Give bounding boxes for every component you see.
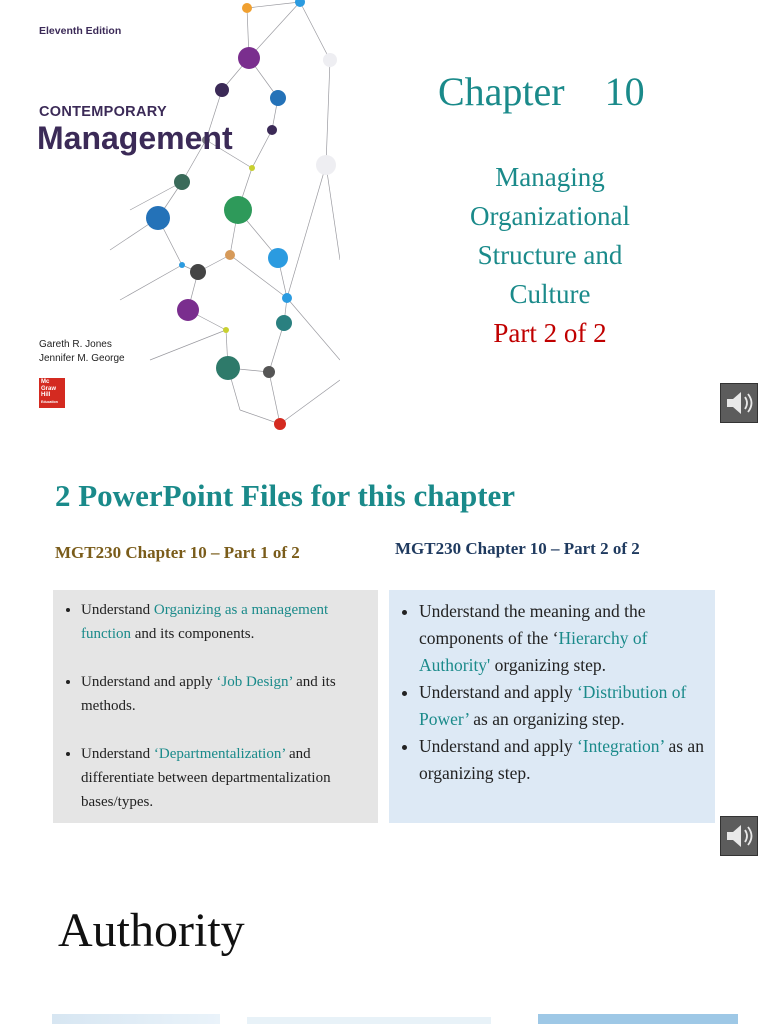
authors bbox=[39, 338, 125, 366]
list-item: • Understand ‘Departmentalization’ and differentiate between departmentalization bases/types. bbox=[81, 742, 370, 814]
list-item: • Understand the meaning and the components of the ‘Hierarchy of Authority' organizing step. bbox=[419, 598, 707, 679]
list-item: • Understand and apply ‘Job Design’ and its methods. bbox=[81, 670, 370, 718]
speaker-icon[interactable] bbox=[720, 816, 758, 856]
author-1: Gareth R. Jones bbox=[39, 339, 112, 350]
part2-objectives bbox=[389, 590, 715, 823]
slide3-image bbox=[247, 1017, 491, 1024]
slide3-title: Authority bbox=[58, 904, 245, 957]
list-item: • Understand and apply ‘Integration’ as an organizing step. bbox=[419, 733, 707, 787]
slide2-title: 2 PowerPoint Files for this chapter bbox=[55, 478, 516, 513]
left-column-heading: MGT230 Chapter 10 – Part 1 of 2 bbox=[55, 543, 300, 562]
slide3-image bbox=[52, 1014, 220, 1024]
speaker-icon[interactable] bbox=[720, 383, 758, 423]
list-item: • Understand Organizing as a management function and its components. bbox=[81, 598, 370, 646]
author-2: Jennifer M. George bbox=[39, 353, 125, 364]
slide3-image bbox=[538, 1014, 738, 1024]
chapter-subtitle: Managing Organizational Structure and Culture Part 2 of 2 bbox=[430, 158, 670, 353]
publisher-logo: Mc Graw Hill Education bbox=[39, 378, 65, 408]
part1-objectives bbox=[53, 590, 378, 823]
list-item: • Understand and apply ‘Distribution of Power’ as an organizing step. bbox=[419, 679, 707, 733]
book-cover bbox=[0, 0, 340, 432]
title-slide bbox=[0, 0, 768, 440]
series-label: CONTEMPORARY bbox=[39, 104, 167, 120]
part-label: Part 2 of 2 bbox=[493, 318, 607, 348]
edition-label: Eleventh Edition bbox=[39, 25, 122, 37]
right-column-heading: MGT230 Chapter 10 – Part 2 of 2 bbox=[395, 539, 640, 558]
network-graphic bbox=[0, 0, 340, 432]
book-title: Management bbox=[37, 120, 233, 156]
chapter-heading: Chapter 10 bbox=[438, 69, 645, 114]
